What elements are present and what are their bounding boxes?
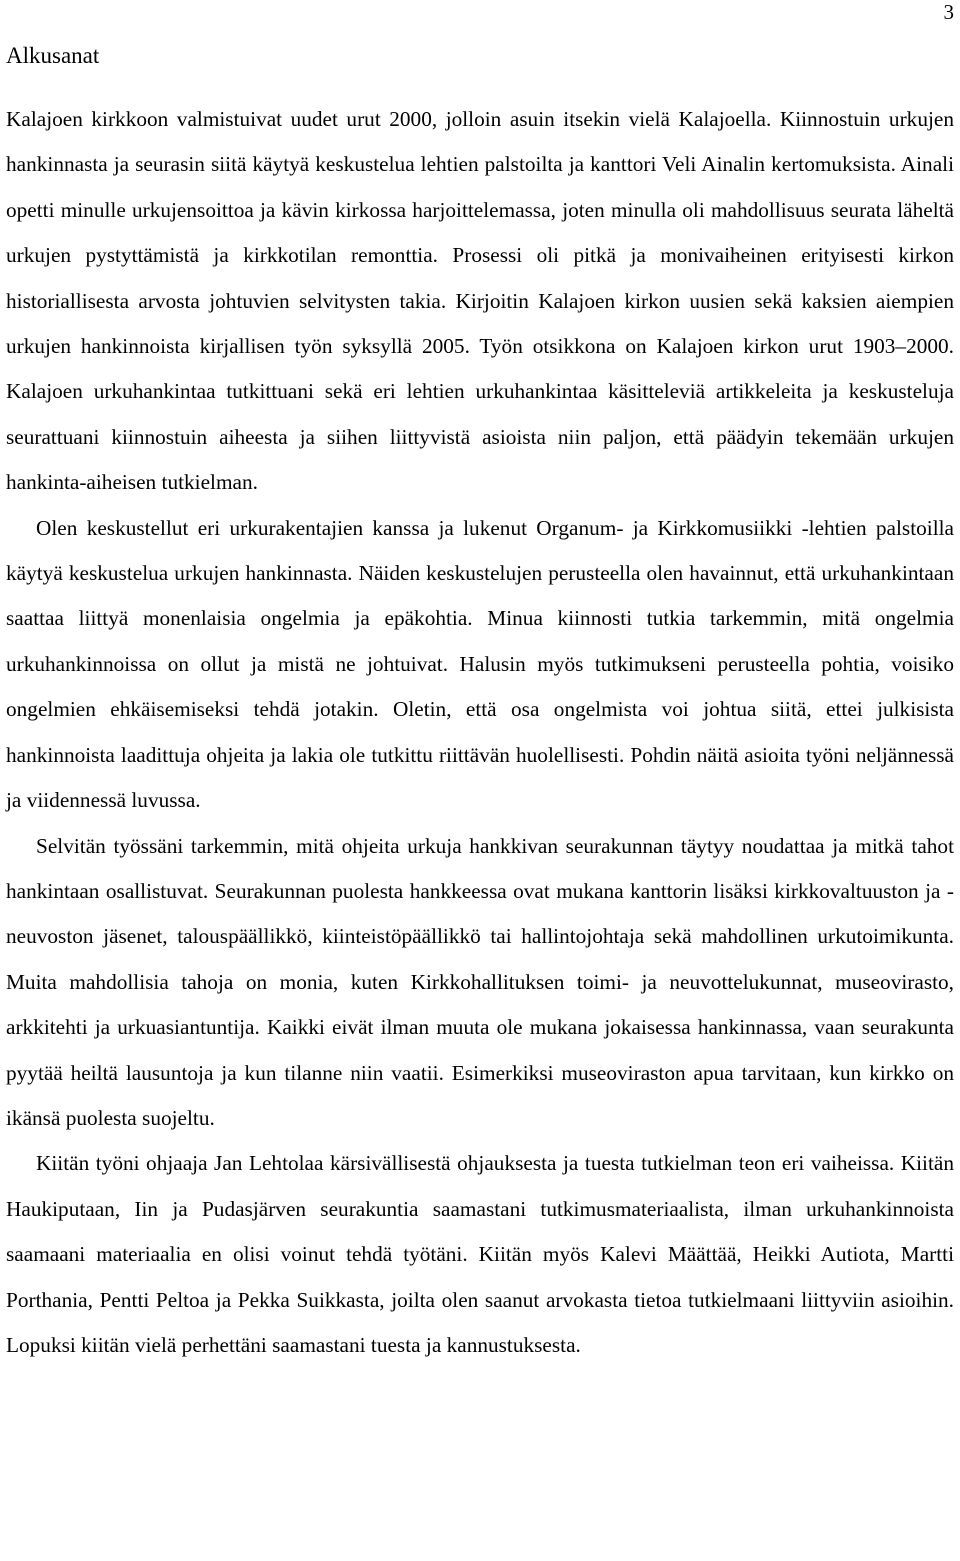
paragraph-1: Kalajoen kirkkoon valmistuivat uudet urut 2000, jolloin asuin itsekin vielä Kalajoella. Kiinnostuin urkujen hankinnasta ja seurasin siitä käytyä keskustelua lehtien palstoilta ja kanttori Veli Ainalin kertomuksista. Ainali opetti minulle urkujensoittoa ja kävin kirkossa harjoittelemassa, joten minulla oli mahdollisuus seurata läheltä urkujen pystyttämistä ja kirkkotilan remonttia. Prosessi oli pitkä ja monivaiheinen erityisesti kirkon historiallisesta arvosta johtuvien selvitysten takia. Kirjoitin Kalajoen kirkon uusien sekä kaksien aiempien urkujen hankinnoista kirjallisen työn syksyllä 2005. Työn otsikkona on Kalajoen kirkon urut 1903–2000. Kalajoen urkuhankintaa tutkittuani sekä eri lehtien urkuhankintaa käsitteleviä artikkeleita ja keskusteluja seurattuani kiinnostuin aiheesta ja siihen liittyvistä asioista niin paljon, että päädyin tekemään urkujen hankinta-aiheisen tutkielman. (6, 107, 954, 495)
paragraph-2: Olen keskustellut eri urkurakentajien kanssa ja lukenut Organum- ja Kirkkomusiikki -lehtien palstoilla käytyä keskustelua urkujen hankinnasta. Näiden keskustelujen perusteella olen havainnut, että urkuhankintaan saattaa liittyä monenlaisia ongelmia ja epäkohtia. Minua kiinnosti tutkia tarkemmin, mitä ongelmia urkuhankinnoissa on ollut ja mistä ne johtuivat. Halusin myös tutkimukseni perusteella pohtia, voisiko ongelmien ehkäisemiseksi tehdä jotakin. Oletin, että osa ongelmista voi johtua siitä, ettei julkisista hankinnoista laadittuja ohjeita ja lakia ole tutkittu riittävän huolellisesti. Pohdin näitä asioita työni neljännessä ja viidennessä luvussa. (6, 515, 954, 813)
paragraph-4: Kiitän työni ohjaaja Jan Lehtolaa kärsivällisestä ohjauksesta ja tuesta tutkielman teon eri vaiheissa. Kiitän Haukiputaan, Iin ja Pudasjärven seurakuntia saamastani tutkimusmateriaalista, ilman urkuhankinnoista saamaani materiaalia en olisi voinut tehdä työtäni. Kiitän myös Kalevi Määttää, Heikki Autiota, Martti Porthania, Pentti Peltoa ja Pekka Suikkasta, joilta olen saanut arvokasta tietoa tutkielmaani liittyviin asioihin. Lopuksi kiitän vielä perhettäni saamastani tuesta ja kannustuksesta. (6, 1151, 954, 1357)
page-title: Alkusanat (6, 43, 100, 68)
document-body (6, 97, 954, 1368)
page-number: 3 (943, 0, 954, 24)
paragraph-3: Selvitän työssäni tarkemmin, mitä ohjeita urkuja hankkivan seurakunnan täytyy noudattaa ja mitkä tahot hankintaan osallistuvat. Seurakunnan puolesta hankkeessa ovat mukana kanttorin lisäksi kirkkovaltuuston ja -neuvoston jäsenet, talouspäällikkö, kiinteistöpäällikkö tai hallintojohtaja sekä mahdollinen urkutoimikunta. Muita mahdollisia tahoja on monia, kuten Kirkkohallituksen toimi- ja neuvottelukunnat, museovirasto, arkkitehti ja urkuasiantuntija. Kaikki eivät ilman muuta ole mukana jokaisessa hankinnassa, vaan seurakunta pyytää heiltä lausuntoja ja kun tilanne niin vaatii. Esimerkiksi museoviraston apua tarvitaan, kun kirkko on ikänsä puolesta suojeltu. (6, 833, 954, 1130)
